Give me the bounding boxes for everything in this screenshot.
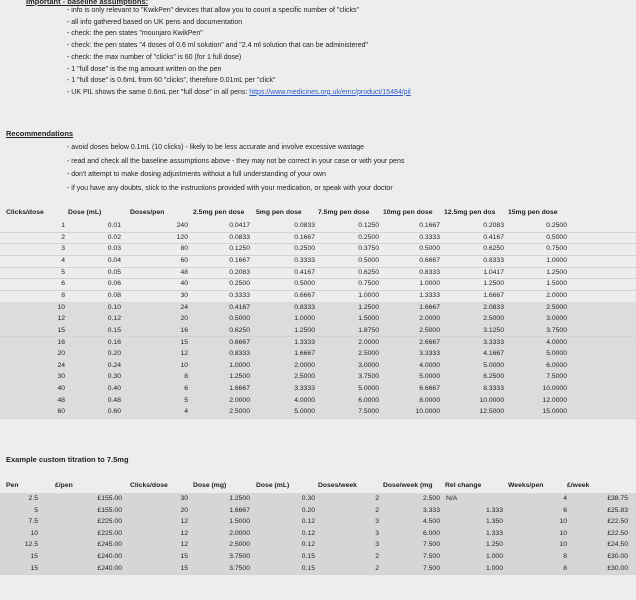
- dose-table-cell: 0.16: [107, 338, 121, 346]
- dose-table-cell: 3.3333: [483, 338, 504, 346]
- titration-cell: £155.00: [97, 495, 122, 502]
- titration-cell: 12.5: [24, 541, 38, 549]
- titration-header: Dose (mg): [193, 482, 227, 489]
- titration-cell: 15: [180, 564, 188, 572]
- dose-table-cell: 0.4167: [294, 268, 315, 276]
- baseline-item: - check: the pen states "mounjaro KwikPen": [67, 30, 203, 38]
- dose-table-cell: 3.3333: [419, 350, 440, 358]
- dose-table-cell: 0.24: [107, 361, 121, 369]
- titration-header: £/pen: [55, 482, 73, 489]
- dose-table-header: Dose (mL): [68, 209, 102, 216]
- dose-table-cell: 1.2500: [546, 268, 567, 276]
- titration-cell: N/A: [446, 495, 458, 502]
- titration-cell: £30.00: [607, 553, 628, 560]
- dose-table-cell: 0.5000: [294, 280, 315, 288]
- dose-table-cell: 12.5000: [479, 408, 504, 416]
- dose-table-cell: 0.5000: [358, 256, 379, 264]
- titration-cell: £240.00: [97, 553, 122, 560]
- titration-cell: 2: [375, 564, 379, 572]
- dose-table-cell: 0.0833: [229, 233, 250, 241]
- titration-cell: 7.500: [422, 553, 440, 560]
- dose-table-cell: 6.6667: [419, 385, 440, 393]
- titration-cell: £25.83: [607, 506, 628, 514]
- titration-header: £/week: [567, 482, 590, 489]
- dose-table-cell: 5.0000: [358, 385, 379, 393]
- dose-table-cell: 1.2500: [483, 280, 504, 288]
- dose-table-cell: 3.1250: [483, 326, 504, 334]
- titration-cell: 1.333: [485, 506, 503, 514]
- titration-header: Dose (mL): [256, 482, 290, 489]
- dose-table-cell: 0.60: [107, 408, 121, 416]
- dose-table-cell: 0.2500: [294, 245, 315, 253]
- titration-header: Weeks/pen: [508, 482, 544, 489]
- titration-cell: £225.00: [97, 518, 122, 526]
- titration-cell: 12: [180, 518, 188, 526]
- dose-table-cell: 5.0000: [483, 361, 504, 369]
- dose-table-cell: 6.0000: [358, 396, 379, 404]
- dose-table-cell: 48: [180, 268, 188, 276]
- pil-link[interactable]: https://www.medicines.org.uk/emc/product/15484/pil: [249, 88, 411, 96]
- dose-table-cell: 1.6667: [419, 303, 440, 311]
- dose-table-cell: 30: [180, 291, 188, 299]
- dose-table-cell: 0.1667: [294, 233, 315, 241]
- dose-table-cell: 0.1667: [229, 256, 250, 264]
- titration-header: Pen: [6, 482, 19, 489]
- dose-table-cell: 240: [176, 222, 188, 229]
- titration-cell: 3: [375, 518, 379, 526]
- dose-table-cell: 6.2500: [483, 373, 504, 381]
- dose-table-cell: 8.3333: [483, 385, 504, 393]
- dose-table-cell: 10: [57, 303, 65, 311]
- dose-table-cell: 0.5000: [229, 315, 250, 323]
- titration-cell: 2.500: [422, 495, 440, 502]
- titration-cell: 12: [180, 541, 188, 549]
- dose-table-cell: 0.3333: [419, 233, 440, 241]
- dose-table-cell: 10: [180, 361, 188, 369]
- titration-cell: 10: [559, 541, 567, 549]
- titration-cell: 2.5000: [229, 541, 250, 549]
- dose-table-cell: 1.0000: [419, 280, 440, 288]
- titration-cell: 10: [559, 518, 567, 526]
- dose-table-cell: 15: [180, 338, 188, 346]
- dose-table-cell: 0.1250: [229, 245, 250, 253]
- titration-cell: 10: [30, 529, 38, 537]
- titration-cell: 1.2500: [229, 495, 250, 502]
- dose-table-cell: 1.6667: [294, 350, 315, 358]
- dose-table-cell: 0.2083: [483, 222, 504, 229]
- titration-cell: 4.500: [422, 518, 440, 526]
- titration-cell: 5: [34, 506, 38, 514]
- titration-cell: 6.000: [422, 529, 440, 537]
- dose-table-cell: 0.3750: [358, 245, 379, 253]
- titration-cell: 2.5: [28, 495, 38, 502]
- baseline-item: - 1 "full dose" is the mg amount written on the pen: [67, 65, 222, 73]
- dose-table-cell: 60: [180, 256, 188, 264]
- titration-cell: 0.30: [301, 495, 315, 502]
- dose-table-cell: 2.5000: [358, 350, 379, 358]
- titration-cell: 3.7500: [229, 553, 250, 560]
- dose-table-cell: 20: [57, 350, 65, 358]
- dose-table-cell: 0.30: [107, 373, 121, 381]
- dose-table-header: 2.5mg pen dose: [193, 209, 245, 216]
- titration-cell: 2: [375, 506, 379, 514]
- titration-cell: 20: [180, 506, 188, 514]
- dose-table-header: Clicks/dose: [6, 209, 44, 216]
- dose-table-cell: 3: [61, 245, 65, 253]
- dose-table-cell: 10.0000: [479, 396, 504, 404]
- dose-table-cell: 1.2500: [358, 303, 379, 311]
- dose-table-cell: 0.8333: [483, 256, 504, 264]
- dose-table-cell: 4.0000: [419, 361, 440, 369]
- titration-cell: 3.7500: [229, 564, 250, 572]
- titration-cell: 1.250: [485, 541, 503, 549]
- dose-table-cell: 0.4167: [483, 233, 504, 241]
- dose-table-header: 15mg pen dose: [508, 209, 558, 216]
- dose-table-header: 10mg pen dose: [383, 209, 433, 216]
- titration-cell: £22.50: [607, 518, 628, 526]
- titration-cell: £155.00: [97, 506, 122, 514]
- dose-table-cell: 2.0000: [546, 291, 567, 299]
- dose-table-cell: 4.0000: [546, 338, 567, 346]
- baseline-item: - info is only relevant to "KwikPen" devices that allow you to count a specific number of "clicks": [67, 7, 360, 14]
- dose-table-cell: 30: [57, 373, 65, 381]
- titration-cell: 12: [180, 529, 188, 537]
- dose-table-cell: 24: [180, 303, 188, 311]
- titration-cell: 0.12: [301, 518, 315, 526]
- dose-table-cell: 0.2500: [229, 280, 250, 288]
- dose-table-cell: 12.0000: [542, 396, 567, 404]
- dose-table-cell: 40: [57, 385, 65, 393]
- dose-table-cell: 120: [176, 233, 188, 241]
- titration-cell: 0.20: [301, 506, 315, 514]
- dose-table-cell: 1.0000: [546, 256, 567, 264]
- dose-table-cell: 0.02: [107, 233, 121, 241]
- dose-table-cell: 15.0000: [542, 408, 567, 416]
- dose-table-cell: 0.08: [107, 291, 121, 299]
- dose-table-cell: 0.15: [107, 326, 121, 334]
- dose-table-cell: 0.20: [107, 350, 121, 358]
- dose-table-cell: 3.3333: [294, 385, 315, 393]
- titration-cell: 0.15: [301, 564, 315, 572]
- baseline-item: - all info gathered based on UK pens and documentation: [67, 18, 243, 26]
- dose-table-cell: 0.6667: [419, 256, 440, 264]
- dose-table-cell: 2.5000: [419, 326, 440, 334]
- dose-table-header: 7.5mg pen dose: [318, 209, 370, 216]
- baseline-item: - check: the max number of "clicks" is 60 (for 1 full dose): [67, 53, 242, 61]
- titration-cell: 15: [30, 564, 38, 572]
- dose-table-cell: 2.0000: [358, 338, 379, 346]
- dose-table-cell: 1.3333: [419, 291, 440, 299]
- dose-table-cell: 0.8333: [294, 303, 315, 311]
- dose-table-cell: 40: [180, 280, 188, 288]
- dose-table-cell: 2.0000: [229, 396, 250, 404]
- dose-table-cell: 7.5000: [546, 373, 567, 381]
- titration-cell: £22.50: [607, 529, 628, 537]
- dose-table-cell: 5: [61, 268, 65, 276]
- dose-table-cell: 0.04: [107, 256, 121, 264]
- dose-table-cell: 1.0000: [229, 361, 250, 369]
- dose-table-cell: 0.7500: [358, 280, 379, 288]
- dose-table-cell: 2.5000: [294, 373, 315, 381]
- baseline-item: - check: the pen states "4 doses of 0.6 ml solution" and "2.4 ml solution that can be administered": [67, 42, 368, 50]
- titration-title: Example custom titration to 7.5mg: [6, 455, 129, 464]
- titration-cell: 3.333: [422, 506, 440, 514]
- dose-table-cell: 48: [57, 396, 65, 404]
- dose-table-cell: 5.0000: [294, 408, 315, 416]
- titration-cell: £24.50: [607, 541, 628, 549]
- dose-table-cell: 0.3333: [294, 256, 315, 264]
- dose-table-cell: 3.0000: [546, 315, 567, 323]
- dose-table-cell: 5.0000: [419, 373, 440, 381]
- dose-table-cell: 0.48: [107, 396, 121, 404]
- dose-table-header: 5mg pen dose: [256, 209, 302, 216]
- titration-cell: 1.333: [485, 529, 503, 537]
- dose-table-cell: 2: [61, 233, 65, 241]
- dose-table-cell: 8: [61, 291, 65, 299]
- dose-table-cell: 7.5000: [358, 408, 379, 416]
- titration-header: Dose/week (mg: [383, 482, 433, 489]
- dose-table-cell: 0.0417: [229, 222, 250, 229]
- dose-table-cell: 0.0833: [294, 222, 315, 229]
- titration-cell: 10: [559, 529, 567, 537]
- dose-table-cell: 1.3333: [294, 338, 315, 346]
- dose-table-cell: 8.0000: [419, 396, 440, 404]
- dose-table-cell: 0.7500: [546, 245, 567, 253]
- dose-table-cell: 5.0000: [546, 350, 567, 358]
- dose-table-cell: 80: [180, 245, 188, 253]
- dose-table-cell: 4: [184, 408, 188, 416]
- dose-table-cell: 6: [61, 280, 65, 288]
- titration-cell: 15: [30, 553, 38, 560]
- titration-cell: 1.000: [485, 553, 503, 560]
- dose-table-cell: 0.4167: [229, 303, 250, 311]
- titration-cell: 8: [563, 553, 567, 560]
- titration-cell: 1.000: [485, 564, 503, 572]
- dose-table-cell: 0.2500: [546, 222, 567, 229]
- dose-table-cell: 6.0000: [546, 361, 567, 369]
- baseline-item: - UK PIL shows the same 0.6mL per "full dose" in all pens: https://www.medicines.org.uk/emc/product/15484/pil: [67, 88, 411, 96]
- dose-table-cell: 2.5000: [483, 315, 504, 323]
- titration-cell: 3: [375, 529, 379, 537]
- dose-table-cell: 0.6250: [358, 268, 379, 276]
- dose-table-cell: 2.0000: [294, 361, 315, 369]
- dose-table-cell: 1.0417: [483, 268, 504, 276]
- dose-table-cell: 0.10: [107, 303, 121, 311]
- dose-table-cell: 0.8333: [419, 268, 440, 276]
- dose-table-cell: 1.8750: [358, 326, 379, 334]
- dose-table-cell: 8: [184, 373, 188, 381]
- dose-table-cell: 1: [61, 222, 65, 229]
- dose-table-cell: 4.0000: [294, 396, 315, 404]
- dose-table-cell: 0.01: [107, 222, 121, 229]
- dose-table-cell: 0.05: [107, 268, 121, 276]
- dose-table-cell: 20: [180, 315, 188, 323]
- recommendations-title: Recommendations: [6, 129, 74, 138]
- titration-cell: £240.00: [97, 564, 122, 572]
- dose-table-cell: 0.06: [107, 280, 121, 288]
- dose-table-cell: 5: [184, 396, 188, 404]
- titration-cell: 1.6667: [229, 506, 250, 514]
- dose-table-cell: 0.1667: [419, 222, 440, 229]
- titration-cell: 1.5000: [229, 518, 250, 526]
- titration-cell: £38.75: [607, 495, 628, 502]
- dose-table-cell: 2.0000: [419, 315, 440, 323]
- dose-table-cell: 0.6667: [229, 338, 250, 346]
- baseline-item: - 1 "full dose" is 0.6mL from 60 "clicks", therefore 0.01mL per "click": [67, 77, 276, 85]
- dose-table-cell: 4.1667: [483, 350, 504, 358]
- dose-table-header: Doses/pen: [130, 209, 165, 216]
- titration-header: Clicks/dose: [130, 482, 168, 489]
- dose-table-cell: 2.0833: [483, 303, 504, 311]
- dose-table-cell: 3.7500: [358, 373, 379, 381]
- titration-cell: 7.500: [422, 564, 440, 572]
- titration-cell: £225.00: [97, 529, 122, 537]
- dose-table-cell: 6: [184, 385, 188, 393]
- dose-table-cell: 10.0000: [542, 385, 567, 393]
- dose-table-cell: 0.2083: [229, 268, 250, 276]
- titration-cell: 0.12: [301, 529, 315, 537]
- dose-table-cell: 1.6667: [483, 291, 504, 299]
- dose-table-cell: 0.6250: [483, 245, 504, 253]
- titration-cell: £245.00: [97, 541, 122, 549]
- baseline-title: Important - baseline assumptions:: [26, 0, 149, 6]
- dose-table-cell: 1.6667: [229, 385, 250, 393]
- dose-table-cell: 1.0000: [294, 315, 315, 323]
- dose-table-cell: 0.03: [107, 245, 121, 253]
- dose-table-cell: 0.40: [107, 385, 121, 393]
- recommendation-item: - don't attempt to make dosing adjustments without a full understanding of your own: [67, 171, 326, 178]
- dose-table-cell: 0.6667: [294, 291, 315, 299]
- dose-table-cell: 1.2500: [229, 373, 250, 381]
- dose-table-cell: 1.5000: [358, 315, 379, 323]
- dose-table-cell: 12: [57, 315, 65, 323]
- titration-cell: 2.0000: [229, 529, 250, 537]
- dose-table-cell: 15: [57, 326, 65, 334]
- dose-table-cell: 0.12: [107, 315, 121, 323]
- dose-table-cell: 0.2500: [358, 233, 379, 241]
- titration-header: Doses/week: [318, 482, 357, 489]
- dose-table-cell: 4: [61, 256, 65, 264]
- dose-table-header: 12.5mg pen dos: [444, 209, 496, 216]
- titration-cell: 0.15: [301, 553, 315, 560]
- dose-table-cell: 3.7500: [546, 326, 567, 334]
- recommendation-item: - read and check all the baseline assumptions above - they may not be correct in your case or with your pens: [67, 157, 405, 165]
- dose-table-cell: 1.2500: [294, 326, 315, 334]
- titration-cell: 0.12: [301, 541, 315, 549]
- dose-table-cell: 2.5000: [229, 408, 250, 416]
- dose-table-cell: 0.8333: [229, 350, 250, 358]
- dose-table-cell: 1.5000: [546, 280, 567, 288]
- titration-cell: 1.350: [485, 518, 503, 526]
- titration-cell: 4: [563, 495, 567, 502]
- dose-table-cell: 0.6250: [229, 326, 250, 334]
- titration-cell: 8: [563, 564, 567, 572]
- titration-cell: 2: [375, 495, 379, 502]
- dose-table-cell: 2.5000: [546, 303, 567, 311]
- dose-table-cell: 16: [180, 326, 188, 334]
- dose-table-cell: 0.5000: [546, 233, 567, 241]
- dose-table-cell: 0.5000: [419, 245, 440, 253]
- titration-cell: £30.00: [607, 564, 628, 572]
- recommendation-item: - if you have any doubts, stick to the instructions provided with your medication, or speak with your doctor: [67, 184, 393, 192]
- dose-table-cell: 3.0000: [358, 361, 379, 369]
- recommendation-item: - avoid doses below 0.1mL (10 clicks) - likely to be less accurate and involve excessive wastage: [67, 144, 364, 151]
- dose-table-cell: 12: [180, 350, 188, 358]
- titration-header: Rel change: [445, 482, 482, 489]
- titration-cell: 7.5: [28, 518, 38, 526]
- titration-cell: 30: [180, 495, 188, 502]
- titration-cell: 7.500: [422, 541, 440, 549]
- dose-table-cell: 2.6667: [419, 338, 440, 346]
- dose-table-cell: 1.0000: [358, 291, 379, 299]
- dose-table-cell: 24: [57, 361, 65, 369]
- titration-cell: 15: [180, 553, 188, 560]
- dose-table-cell: 0.3333: [229, 291, 250, 299]
- dose-table-cell: 16: [57, 338, 65, 346]
- titration-cell: 6: [563, 506, 567, 514]
- titration-cell: 2: [375, 553, 379, 560]
- dose-table-cell: 60: [57, 408, 65, 416]
- dose-table-cell: 0.1250: [358, 222, 379, 229]
- titration-cell: 3: [375, 541, 379, 549]
- dose-table-cell: 10.0000: [415, 408, 440, 416]
